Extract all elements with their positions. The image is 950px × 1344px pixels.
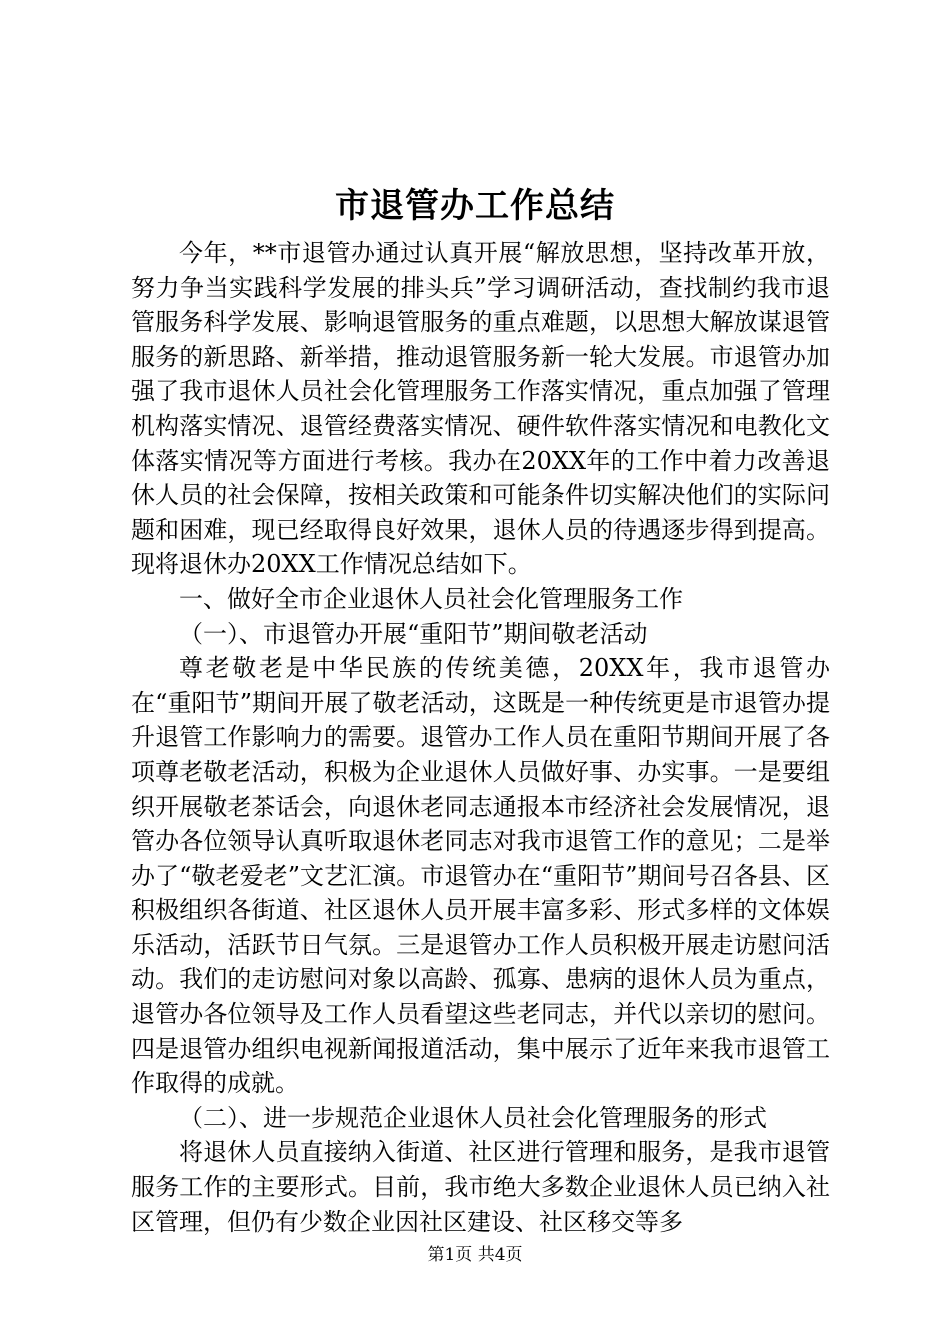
body-paragraph-3: 将退休人员直接纳入街道、社区进行管理和服务，是我市退管服务工作的主要形式。目前，我市绝大多数企业退休人员已纳入社区管理，但仍有少数企业因社区建设、社区移交等多 [131, 1138, 830, 1236]
subsection-heading-2: （二）、进一步规范企业退休人员社会化管理服务的形式 [179, 1103, 767, 1132]
intro-paragraph: 今年，**市退管办通过认真开展“解放思想，坚持改革开放，努力争当实践科学发展的排头兵”学习调研活动，查找制约我市退管服务科学发展、影响退管服务的重点难题，以思想大解放谋退管服务的新思路、新举措，推动退管服务新一轮大发展。市退管办加强了我市退休人员社会化管理服务工作落实情况，重点加强了管理机构落实情况、退管经费落实情况、硬件软件落实情况和电教化文体落实情况等方面进行考核。我办在20XX年的工作中着力改善退休人员的社会保障，按相关政策和可能条件切实解决他们的实际问题和困难，现已经取得良好效果，退休人员的待遇逐步得到提高。现将退休办20XX工作情况总结如下。 [131, 239, 830, 579]
document-body [131, 236, 830, 1239]
body-paragraph-2: 尊老敬老是中华民族的传统美德，20XX年，我市退管办在“重阳节”期间开展了敬老活动，这既是一种传统更是市退管办提升退管工作影响力的需要。退管办工作人员在重阳节期间开展了各项尊老敬老活动，积极为企业退休人员做好事、办实事。一是要组织开展敬老茶话会，向退休老同志通报本市经济社会发展情况，退管办各位领导认真听取退休老同志对我市退管工作的意见；二是举办了“敬老爱老”文艺汇演。市退管办在“重阳节”期间号召各县、区积极组织各街道、社区退休人员开展丰富多彩、形式多样的文体娱乐活动，活跃节日气氛。三是退管办工作人员积极开展走访慰问活动。我们的走访慰问对象以高龄、孤寡、患病的退休人员为重点，退管办各位领导及工作人员看望这些老同志，并代以亲切的慰问。四是退管办组织电视新闻报道活动，集中展示了近年来我市退管工作取得的成就。 [131, 654, 830, 1098]
subsection-heading-1: （一）、市退管办开展“重阳节”期间敬老活动 [179, 619, 648, 648]
section-heading-1: 一、做好全市企业退休人员社会化管理服务工作 [179, 584, 683, 613]
page-number-footer: 第1页 共4页 [427, 1245, 523, 1265]
document-title: 市退管办工作总结 [335, 186, 615, 226]
